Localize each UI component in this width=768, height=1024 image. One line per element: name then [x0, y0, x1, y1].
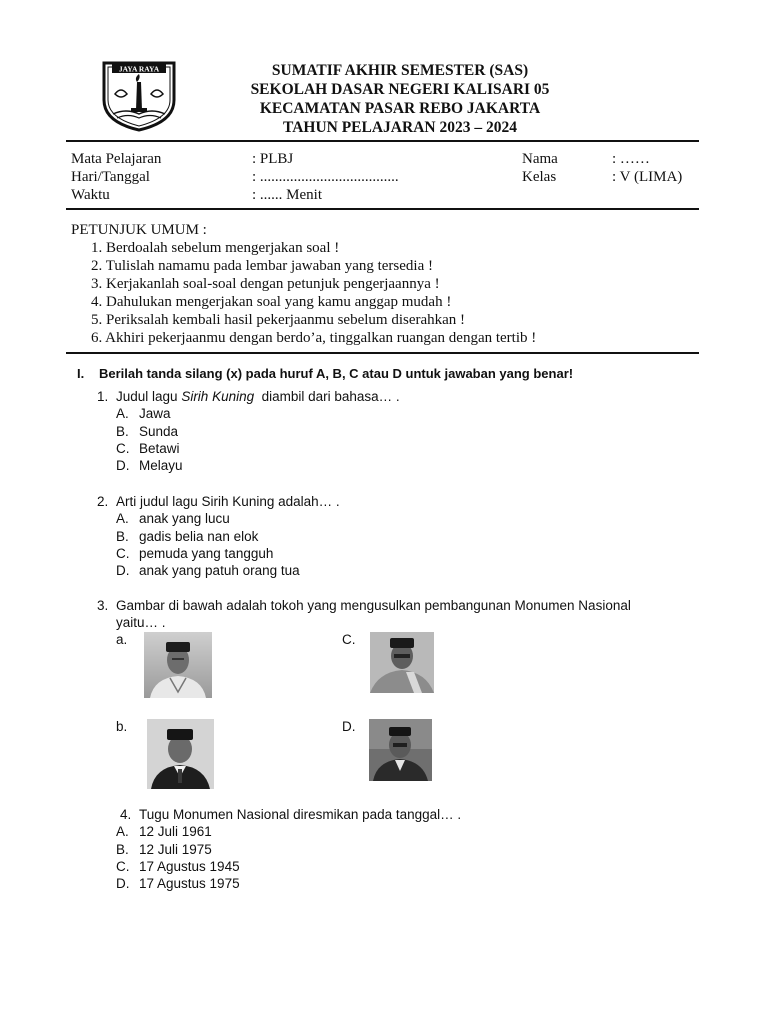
stem-text: Judul lagu	[116, 389, 182, 404]
question-1	[97, 388, 400, 474]
option-letter: B.	[116, 423, 129, 439]
question-number: 2.	[97, 494, 109, 509]
header-line-4: TAHUN PELAJARAN 2023 – 2024	[283, 119, 517, 136]
name-label: Nama	[522, 151, 558, 167]
option-letter: A.	[116, 824, 129, 840]
name-value: : ……	[612, 151, 650, 167]
question-number: 4.	[120, 807, 132, 822]
instructions-title: PETUNJUK UMUM :	[71, 222, 207, 238]
photo-b-label[interactable]: b.	[116, 719, 128, 734]
option-c[interactable]	[97, 545, 340, 562]
question-2	[97, 493, 340, 579]
school-emblem-logo	[101, 60, 177, 132]
question-4-stem	[120, 806, 461, 823]
instruction-item: 1. Berdoalah sebelum mengerjakan soal !	[91, 240, 340, 256]
logo-text: JAYA RAYA	[118, 64, 160, 74]
option-a[interactable]	[97, 405, 400, 422]
question-3	[97, 597, 631, 632]
question-4	[116, 806, 462, 892]
portrait-photo-d[interactable]	[369, 719, 432, 781]
option-letter: C.	[116, 545, 130, 561]
question-2-stem	[97, 493, 340, 510]
option-c[interactable]	[97, 440, 400, 457]
photo-c-label[interactable]: C.	[342, 632, 356, 647]
time-value: : ...... Menit	[252, 187, 322, 203]
section-instruction: Berilah tanda silang (x) pada huruf A, B, C atau D untuk jawaban yang benar!	[99, 366, 574, 381]
photo-a-label[interactable]: a.	[116, 632, 128, 647]
general-instructions	[71, 221, 536, 347]
option-letter: D.	[116, 876, 130, 892]
option-text: Sunda	[139, 423, 179, 439]
option-letter: C.	[116, 440, 130, 456]
portrait-photo-a[interactable]	[144, 632, 212, 698]
instruction-item: 6. Akhiri pekerjaanmu dengan berdo’a, tinggalkan ruangan dengan tertib !	[91, 330, 537, 346]
stem-text: Tugu Monumen Nasional diresmikan pada tanggal… .	[139, 807, 462, 822]
option-a[interactable]	[97, 510, 340, 527]
instructions-list	[71, 239, 536, 347]
option-text: 12 Juli 1975	[139, 841, 212, 857]
question-number: 1.	[97, 389, 109, 404]
option-d[interactable]	[97, 562, 340, 579]
option-letter: D.	[116, 458, 130, 474]
instruction-item: 3. Kerjakanlah soal-soal dengan petunjuk pengerjaannya !	[91, 276, 440, 292]
section-heading	[77, 366, 573, 381]
instruction-item: 5. Periksalah kembali hasil pekerjaanmu sebelum diserahkan !	[91, 312, 466, 328]
header-line-1: SUMATIF AKHIR SEMESTER (SAS)	[271, 62, 529, 79]
question-3-stem	[97, 597, 631, 614]
option-b[interactable]	[97, 423, 400, 440]
option-c[interactable]	[116, 858, 461, 875]
subject-value: : PLBJ	[252, 151, 294, 167]
question-1-stem	[97, 388, 400, 405]
option-b[interactable]	[116, 841, 461, 858]
instruction-item: 2. Tulislah namamu pada lembar jawaban yang tersedia !	[91, 258, 433, 274]
header-line-2: SEKOLAH DASAR NEGERI KALISARI 05	[250, 81, 550, 98]
stem-text: yaitu… .	[116, 615, 166, 631]
photo-d-label[interactable]: D.	[342, 719, 356, 734]
option-text: anak yang patuh orang tua	[139, 563, 300, 579]
subject-label: Mata Pelajaran	[71, 151, 162, 167]
option-text: Betawi	[139, 440, 180, 456]
option-letter: B.	[116, 841, 129, 857]
option-d[interactable]	[116, 875, 461, 892]
instruction-item: 4. Dahulukan mengerjakan soal yang kamu anggap mudah !	[91, 294, 452, 310]
option-a[interactable]	[116, 823, 461, 840]
option-letter: A.	[116, 406, 129, 422]
class-label: Kelas	[522, 169, 557, 185]
header-divider	[66, 140, 699, 142]
portrait-photo-c[interactable]	[370, 632, 434, 693]
option-letter: A.	[116, 511, 129, 527]
question-number: 3.	[97, 598, 109, 613]
stem-text: diambil dari bahasa… .	[254, 389, 400, 404]
option-letter: C.	[116, 858, 130, 874]
option-b[interactable]	[97, 528, 340, 545]
option-text: gadis belia nan elok	[139, 528, 259, 544]
option-text: 12 Juli 1961	[139, 824, 212, 840]
header-line-3: KECAMATAN PASAR REBO JAKARTA	[259, 100, 541, 117]
time-label: Waktu	[71, 187, 110, 203]
option-text: 17 Agustus 1945	[139, 858, 240, 874]
date-label: Hari/Tanggal	[71, 169, 150, 185]
option-text: anak yang lucu	[139, 511, 230, 527]
option-letter: B.	[116, 528, 129, 544]
date-value: : .....................................	[252, 169, 399, 185]
section-number: I.	[77, 366, 85, 381]
option-text: pemuda yang tangguh	[139, 545, 274, 561]
option-d[interactable]	[97, 457, 400, 474]
song-title-italic: Sirih Kuning	[181, 389, 255, 404]
stem-text: Gambar di bawah adalah tokoh yang mengusulkan pembangunan Monumen Nasional	[116, 598, 631, 613]
info-divider	[66, 208, 699, 210]
instructions-divider	[66, 352, 699, 354]
class-value: : V (LIMA)	[612, 169, 683, 185]
stem-text: Arti judul lagu Sirih Kuning adalah… .	[116, 494, 340, 509]
option-letter: D.	[116, 563, 130, 579]
option-text: Jawa	[139, 406, 171, 422]
document-header	[200, 61, 600, 137]
portrait-photo-b[interactable]	[147, 719, 214, 789]
option-text: 17 Agustus 1975	[139, 876, 240, 892]
option-text: Melayu	[139, 458, 183, 474]
